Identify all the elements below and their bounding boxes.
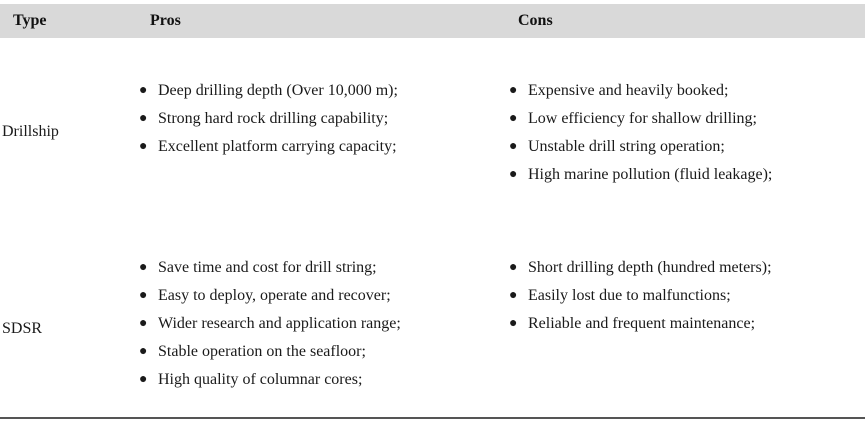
list-item: ● Strong hard rock drilling capability; bbox=[139, 110, 389, 127]
pros-list bbox=[138, 258, 401, 398]
list-item: ● Save time and cost for drill string; bbox=[139, 259, 377, 276]
list-item: ● High marine pollution (fluid leakage); bbox=[509, 166, 773, 183]
list-item: ● Easy to deploy, operate and recover; bbox=[139, 287, 391, 304]
bullet-icon: ● bbox=[139, 316, 148, 331]
list-item: ● High quality of columnar cores; bbox=[139, 371, 363, 388]
cons-list bbox=[508, 258, 772, 342]
bullet-icon: ● bbox=[139, 139, 148, 154]
bullet-icon: ● bbox=[139, 111, 148, 126]
list-item: ● Unstable drill string operation; bbox=[509, 138, 725, 155]
table-row-sdsr bbox=[0, 258, 865, 398]
header-cons: Cons bbox=[518, 12, 553, 29]
header-type: Type bbox=[13, 12, 47, 29]
table-row-drillship bbox=[0, 81, 865, 193]
list-item: ● Expensive and heavily booked; bbox=[509, 82, 729, 99]
cons-list bbox=[508, 81, 772, 193]
row-type-label: Drillship bbox=[2, 123, 59, 140]
bullet-icon: ● bbox=[139, 260, 148, 275]
bullet-icon: ● bbox=[509, 111, 518, 126]
bullet-icon: ● bbox=[509, 316, 518, 331]
bullet-icon: ● bbox=[509, 139, 518, 154]
bullet-icon: ● bbox=[139, 372, 148, 387]
list-item: ● Stable operation on the seafloor; bbox=[139, 343, 366, 360]
list-item: ● Short drilling depth (hundred meters); bbox=[509, 259, 772, 276]
bottom-rule bbox=[0, 417, 865, 419]
list-item: ● Easily lost due to malfunctions; bbox=[509, 287, 731, 304]
bullet-icon: ● bbox=[509, 83, 518, 98]
list-item: ● Low efficiency for shallow drilling; bbox=[509, 110, 757, 127]
list-item: ● Deep drilling depth (Over 10,000 m); bbox=[139, 82, 398, 99]
pros-list bbox=[138, 81, 398, 165]
bullet-icon: ● bbox=[139, 288, 148, 303]
table-header bbox=[0, 4, 865, 38]
header-pros: Pros bbox=[150, 12, 181, 29]
row-type-label: SDSR bbox=[2, 320, 43, 337]
list-item: ● Reliable and frequent maintenance; bbox=[509, 315, 756, 332]
bullet-icon: ● bbox=[509, 288, 518, 303]
bullet-icon: ● bbox=[509, 260, 518, 275]
list-item: ● Wider research and application range; bbox=[139, 315, 401, 332]
bullet-icon: ● bbox=[139, 83, 148, 98]
list-item: ● Excellent platform carrying capacity; bbox=[139, 138, 397, 155]
bullet-icon: ● bbox=[509, 167, 518, 182]
bullet-icon: ● bbox=[139, 344, 148, 359]
